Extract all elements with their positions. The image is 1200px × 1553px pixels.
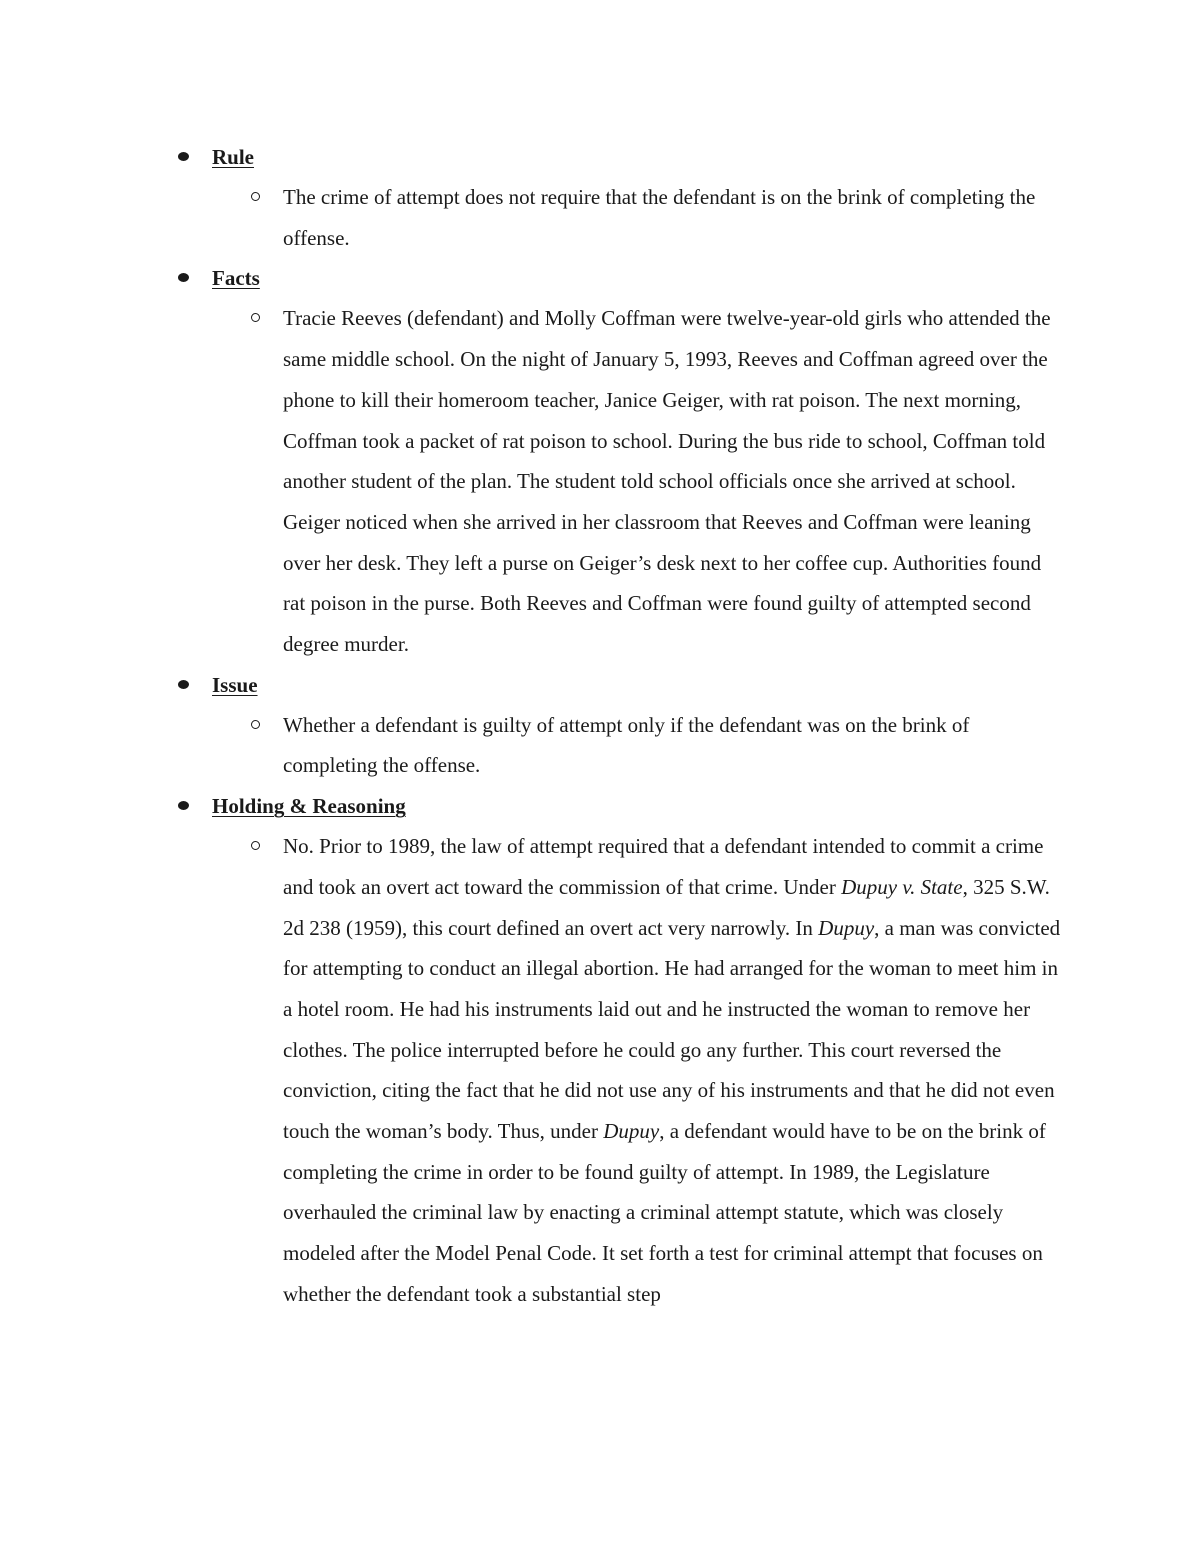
sub-item bbox=[0, 826, 1065, 1314]
paragraph-run: Whether a defendant is guilty of attempt only if the defendant was on the brink of completing the offense. bbox=[283, 712, 970, 778]
filled-bullet-icon bbox=[178, 801, 189, 810]
hollow-bullet-icon bbox=[251, 841, 260, 850]
section-rule bbox=[0, 137, 1200, 258]
case-brief-outline bbox=[0, 137, 1200, 1315]
heading-text: Issue bbox=[212, 672, 258, 697]
case-citation-italic: Dupuy bbox=[603, 1119, 660, 1144]
hollow-bullet-icon bbox=[251, 313, 260, 322]
filled-bullet-icon bbox=[178, 152, 189, 161]
paragraph-run: , a defendant would have to be on the brink of completing the crime in order to be found guilty of attempt. In 1989, the Legislature overhauled the criminal law by enacting a criminal attempt statute, which was closely modeled after the Model Penal Code. It set forth a test for criminal attempt that focuses on whether the defendant took a substantial step bbox=[283, 1119, 1046, 1306]
section-holding-reasoning bbox=[0, 786, 1200, 1314]
section-heading bbox=[0, 665, 1200, 705]
paragraph-run: No. Prior to 1989, the law of attempt required that a defendant intended to commit a crime and took an overt act toward the commission of that crime. Under bbox=[283, 834, 1044, 899]
heading-text: Rule bbox=[212, 145, 254, 169]
sub-item bbox=[0, 705, 1065, 786]
case-citation-italic: Dupuy bbox=[818, 915, 875, 940]
filled-bullet-icon bbox=[178, 680, 189, 689]
section-facts bbox=[0, 258, 1200, 664]
body-paragraph bbox=[283, 826, 1065, 1314]
paragraph-run: , a man was convicted for attempting to conduct an illegal abortion. He had arranged for the woman to meet him in a hotel room. He had his instruments laid out and he instructed the woman to remove her clothes. The police interrupted before he could go any further. This court reversed the conviction, citing the fact that he did not use any of his instruments and that he did not even touch the woman’s body. Thus, under bbox=[283, 915, 1061, 1144]
hollow-bullet-icon bbox=[251, 720, 260, 729]
sub-item bbox=[0, 177, 1065, 258]
body-paragraph bbox=[283, 298, 1065, 664]
sub-item bbox=[0, 298, 1065, 664]
heading-text: Holding & Reasoning bbox=[212, 794, 406, 819]
body-paragraph bbox=[283, 705, 1065, 786]
section-issue bbox=[0, 665, 1200, 786]
body-paragraph bbox=[283, 177, 1065, 258]
paragraph-run: , 325 S.W. 2d 238 (1959), this court defined an overt act very narrowly. In bbox=[283, 874, 1050, 940]
paragraph-run: Tracie Reeves (defendant) and Molly Coffman were twelve-year-old girls who attended the same middle school. On the night of January 5, 1993, Reeves and Coffman agreed over the phone to kill their homeroom teacher, Janice Geiger, with rat poison. The next morning, Coffman took a packet of rat poison to school. During the bus ride to school, Coffman told another student of the plan. The student told school officials once she arrived at school. Geiger noticed when she arrived in her classroom that Reeves and Coffman were leaning over her desk. They left a purse on Geiger’s desk next to her coffee cup. Authorities found rat poison in the purse. Both Reeves and Coffman were found guilty of attempted second degree murder. bbox=[283, 306, 1051, 657]
hollow-bullet-icon bbox=[251, 192, 260, 201]
filled-bullet-icon bbox=[178, 273, 189, 282]
heading-text: Facts bbox=[212, 266, 260, 291]
paragraph-run: The crime of attempt does not require that the defendant is on the brink of completing the offense. bbox=[283, 185, 1036, 250]
case-citation-italic: Dupuy v. State bbox=[841, 874, 963, 899]
section-heading bbox=[0, 786, 1200, 826]
section-heading bbox=[0, 258, 1200, 298]
section-heading bbox=[0, 137, 1200, 177]
